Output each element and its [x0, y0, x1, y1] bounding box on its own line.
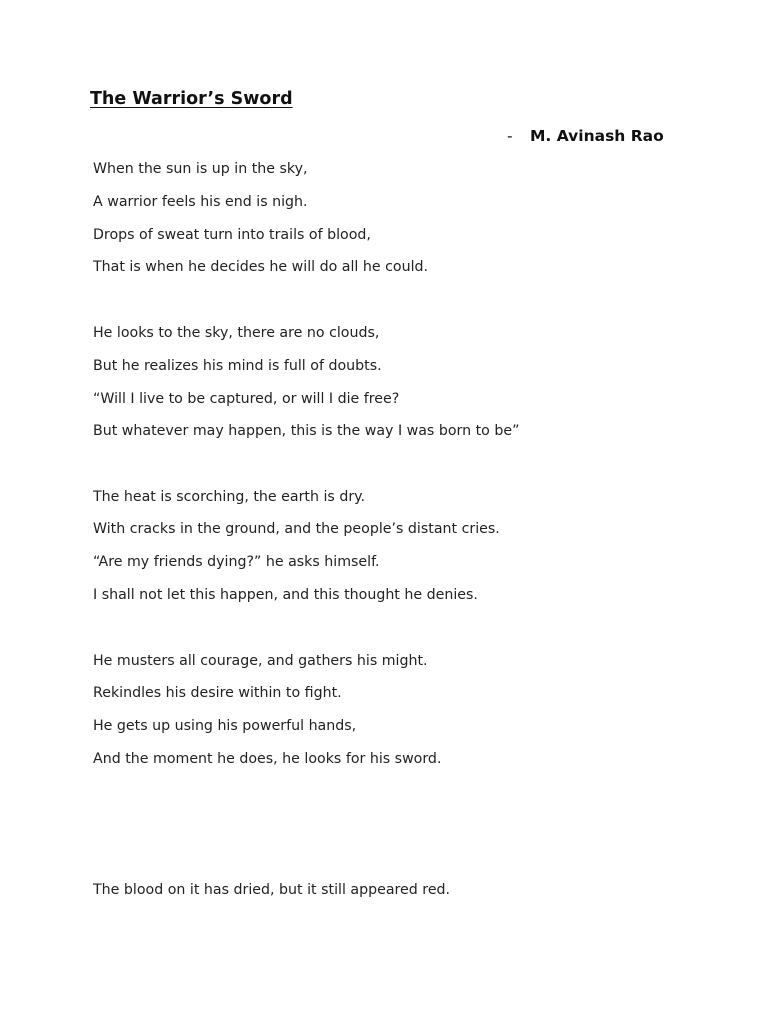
poem-line: He gets up using his powerful hands,: [93, 718, 357, 734]
poem-line: The heat is scorching, the earth is dry.: [93, 489, 366, 505]
poem-line: And the moment he does, he looks for his sword.: [93, 751, 442, 767]
poem-line: Drops of sweat turn into trails of blood,: [93, 227, 371, 243]
poem-line: A warrior feels his end is nigh.: [93, 194, 308, 210]
poem-line: The blood on it has dried, but it still appeared red.: [93, 882, 451, 898]
poem-line: But whatever may happen, this is the way I was born to be”: [93, 423, 520, 439]
author-line: [507, 127, 664, 145]
poem-line: That is when he decides he will do all he could.: [93, 259, 429, 275]
poem-line: He looks to the sky, there are no clouds,: [93, 325, 380, 341]
poem-line: But he realizes his mind is full of doubts.: [93, 358, 382, 374]
author-name: M. Avinash Rao: [530, 127, 664, 145]
poem-line: “Are my friends dying?” he asks himself.: [93, 554, 380, 570]
poem-line: When the sun is up in the sky,: [93, 161, 308, 177]
poem-line: I shall not let this happen, and this thought he denies.: [93, 587, 478, 603]
poem-line: Rekindles his desire within to fight.: [93, 685, 342, 701]
author-dash: -: [507, 127, 513, 145]
poem-line: He musters all courage, and gathers his might.: [93, 653, 428, 669]
poem-line: “Will I live to be captured, or will I die free?: [93, 391, 400, 407]
poem-line: With cracks in the ground, and the people’s distant cries.: [93, 521, 500, 537]
poem-title: The Warrior’s Sword: [90, 89, 293, 109]
